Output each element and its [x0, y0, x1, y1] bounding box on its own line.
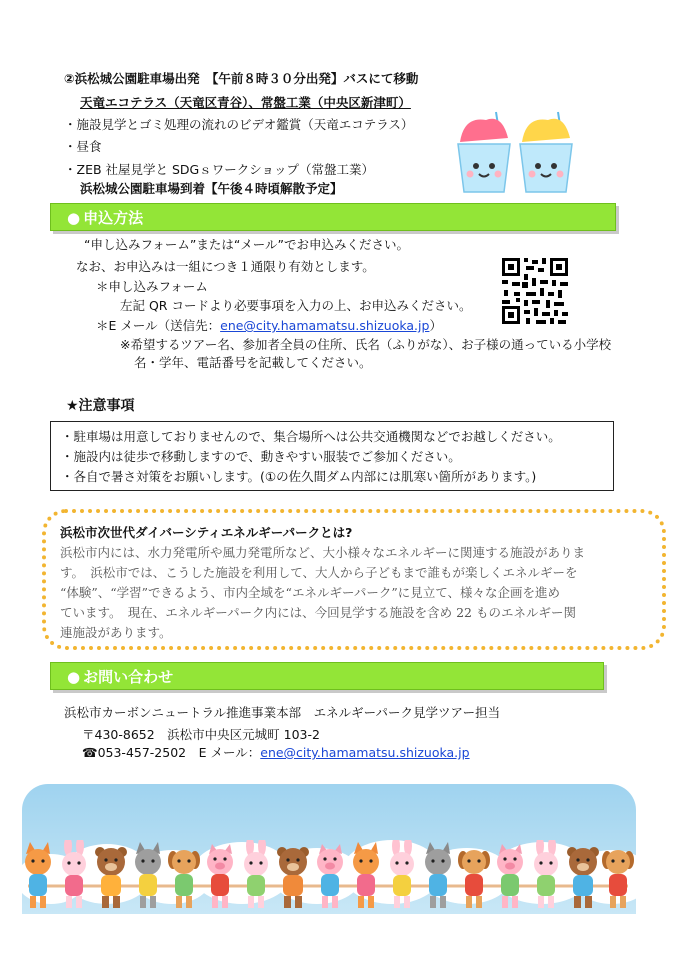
apply-mail-line	[96, 318, 442, 334]
itinerary-item-2: ・昼食	[64, 139, 102, 154]
notice-item-2: ・施設内は徒歩で移動しますので、動きやすい服装でご参加ください。	[61, 449, 461, 464]
notice-box	[50, 421, 614, 491]
contact-address: 〒430-8652 浜松市中央区元城町 103-2	[82, 727, 320, 742]
about-box	[42, 509, 666, 650]
about-line-5: 連施設があります。	[60, 625, 172, 640]
notice-item-1: ・駐車場は用意しておりませんので、集合場所へは公共交通機関などでお越しください。	[61, 429, 561, 444]
shaved-ice-icon	[452, 108, 578, 198]
apply-section-bar: ● 申込方法	[50, 203, 616, 231]
itinerary-item-1: ・施設見学とゴミ処理の流れのビデオ鑑賞（天竜エコテラス）	[64, 117, 414, 132]
arrival-line: 浜松城公園駐車場到着【午後４時頃解散予定】	[80, 181, 343, 196]
contact-section-bar: ● お問い合わせ	[50, 662, 604, 690]
about-line-4: ています。 現在、エネルギーパーク内には、今回見学する施設を含め 22 ものエネルギー関	[60, 605, 576, 620]
apply-line-1: “申し込みフォーム”または“メール”でお申込みください。	[84, 237, 410, 252]
notice-title: ★注意事項	[66, 398, 135, 414]
apply-form-desc: 左記 QR コードより必要事項を入力の上、お申込みください。	[120, 298, 472, 313]
notice-item-3: ・各自で暑さ対策をお願いします。(①の佐久間ダム内部には肌寒い箇所があります。)	[61, 469, 537, 484]
about-line-3: “体験”、“学習”できるよう、市内全域を“エネルギーパーク”に見立て、様々な企画を進め	[60, 585, 560, 600]
about-line-2: す。 浜松市では、こうした施設を利用して、大人から子どもまで誰もが楽しくエネルギーを	[60, 565, 578, 580]
apply-mail-close: ）	[429, 318, 442, 333]
apply-form-label: ＊申し込みフォーム	[96, 279, 208, 294]
apply-note-1: ※希望するツアー名、参加者全員の住所、氏名（ふりがな）、お子様の通っている小学校	[120, 337, 612, 352]
contact-org: 浜松市カーボンニュートラル推進事業本部 エネルギーパーク見学ツアー担当	[64, 705, 501, 720]
route2-stops: 天竜エコテラス（天竜区青谷）、常盤工業（中央区新津町）	[80, 95, 411, 110]
contact-phone-line	[82, 745, 470, 761]
route2-line: ②浜松城公園駐車場出発 【午前８時３０分出発】バスにて移動	[64, 71, 419, 86]
animal-row	[18, 840, 638, 916]
apply-section-title: 申込方法	[83, 209, 144, 227]
contact-section-title: お問い合わせ	[83, 668, 174, 686]
apply-note-2: 名・学年、電話番号を記載してください。	[134, 355, 372, 370]
qr-code-icon[interactable]	[500, 256, 570, 326]
apply-line-2: なお、お申込みは一組につき１通限り有効とします。	[76, 259, 375, 274]
about-line-1: 浜松市内には、水力発電所や風力発電所など、大小様々なエネルギーに関連する施設がありま	[60, 545, 586, 560]
contact-mail-link[interactable]: ene@city.hamamatsu.shizuoka.jp	[260, 745, 470, 760]
apply-mail-label: ＊E メール（送信先：	[96, 318, 221, 333]
itinerary-item-3: ・ZEB 社屋見学と SDGｓワークショップ（常盤工業）	[64, 162, 374, 177]
contact-phone-mail-label: ☎053-457-2502 E メール：	[82, 745, 261, 760]
about-heading: 浜松市次世代ダイバーシティエネルギーパークとは?	[60, 525, 353, 540]
apply-mail-link[interactable]: ene@city.hamamatsu.shizuoka.jp	[220, 318, 430, 333]
